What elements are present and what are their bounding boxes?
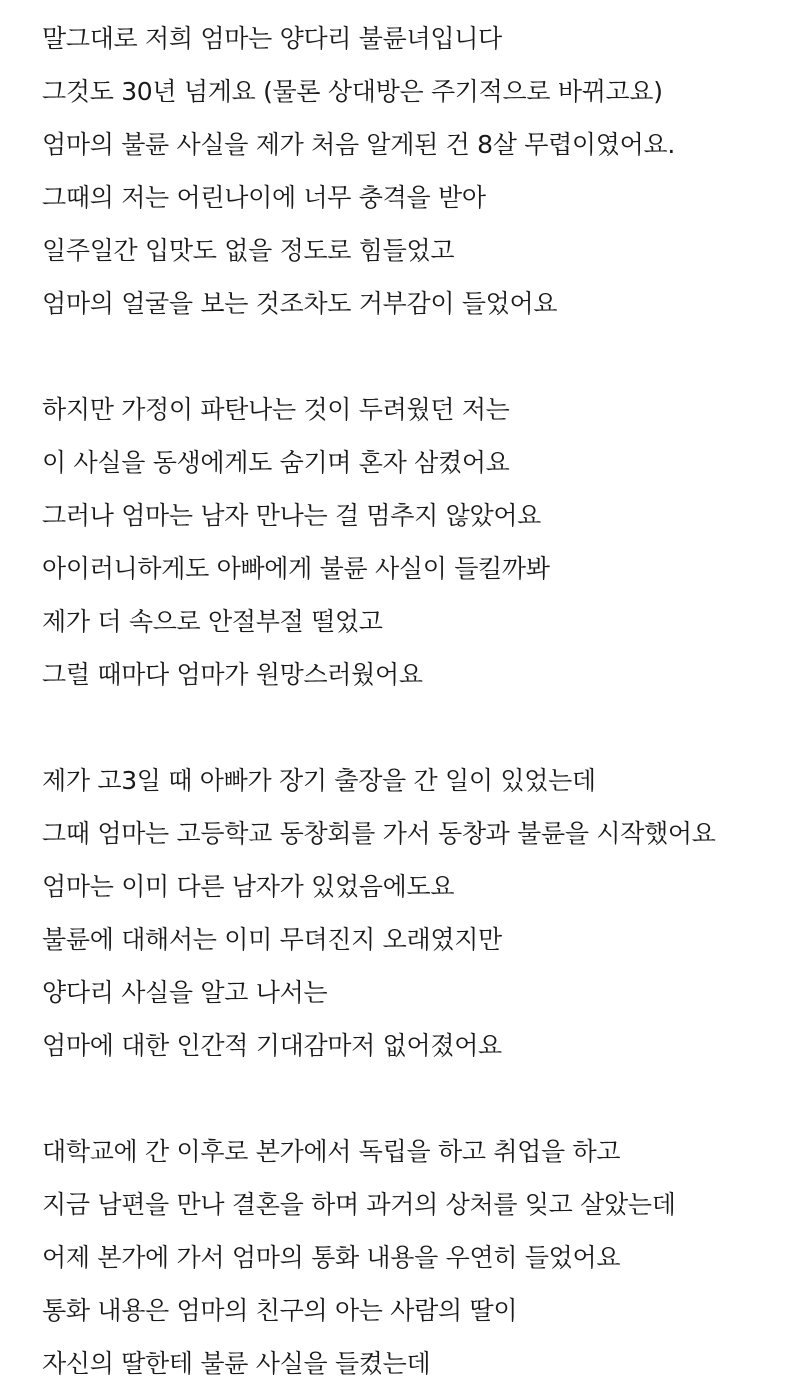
text-line: 대학교에 간 이후로 본가에서 독립을 하고 취업을 하고 <box>42 1137 621 1166</box>
text-line: 지금 남편을 만나 결혼을 하며 과거의 상처를 잊고 살았는데 <box>42 1190 676 1219</box>
text-line: 제가 고3일 때 아빠가 장기 출장을 간 일이 있었는데 <box>42 766 596 795</box>
text-line: 일주일간 입맛도 없을 정도로 힘들었고 <box>42 236 455 265</box>
text-line: 하지만 가정이 파탄나는 것이 두려웠던 저는 <box>42 395 510 424</box>
text-line: 통화 내용은 엄마의 친구의 아는 사람의 딸이 <box>42 1296 518 1325</box>
paragraph-4 <box>42 1131 782 1396</box>
text-line: 엄마의 얼굴을 보는 것조차도 거부감이 들었어요 <box>42 289 558 318</box>
text-line: 어제 본가에 가서 엄마의 통화 내용을 우연히 들었어요 <box>42 1243 621 1272</box>
text-line: 제가 더 속으로 안절부절 떨었고 <box>42 607 383 636</box>
text-line: 그것도 30년 넘게요 (물론 상대방은 주기적으로 바뀌고요) <box>42 77 663 106</box>
text-line: 자신의 딸한테 불륜 사실을 들켰는데 <box>42 1349 431 1378</box>
text-line: 엄마에 대한 인간적 기대감마저 없어졌어요 <box>42 1031 502 1060</box>
paragraph-3 <box>42 760 782 1078</box>
text-line: 그때 엄마는 고등학교 동창회를 가서 동창과 불륜을 시작했어요 <box>42 819 716 848</box>
text-line: 엄마는 이미 다른 남자가 있었음에도요 <box>42 872 455 901</box>
post-body <box>42 18 782 1396</box>
text-line: 말그대로 저희 엄마는 양다리 불륜녀입니다 <box>42 24 502 53</box>
paragraph-1 <box>42 18 782 336</box>
text-line: 불륜에 대해서는 이미 무뎌진지 오래였지만 <box>42 925 502 954</box>
text-line: 아이러니하게도 아빠에게 불륜 사실이 들킬까봐 <box>42 554 550 583</box>
text-line: 그러나 엄마는 남자 만나는 걸 멈추지 않았어요 <box>42 501 542 530</box>
text-line: 이 사실을 동생에게도 숨기며 혼자 삼켰어요 <box>42 448 510 477</box>
text-line: 양다리 사실을 알고 나서는 <box>42 978 328 1007</box>
text-line: 엄마의 불륜 사실을 제가 처음 알게된 건 8살 무렵이였어요. <box>42 130 675 159</box>
text-line: 그때의 저는 어린나이에 너무 충격을 받아 <box>42 183 486 212</box>
text-line: 그럴 때마다 엄마가 원망스러웠어요 <box>42 660 423 689</box>
paragraph-2 <box>42 389 782 707</box>
